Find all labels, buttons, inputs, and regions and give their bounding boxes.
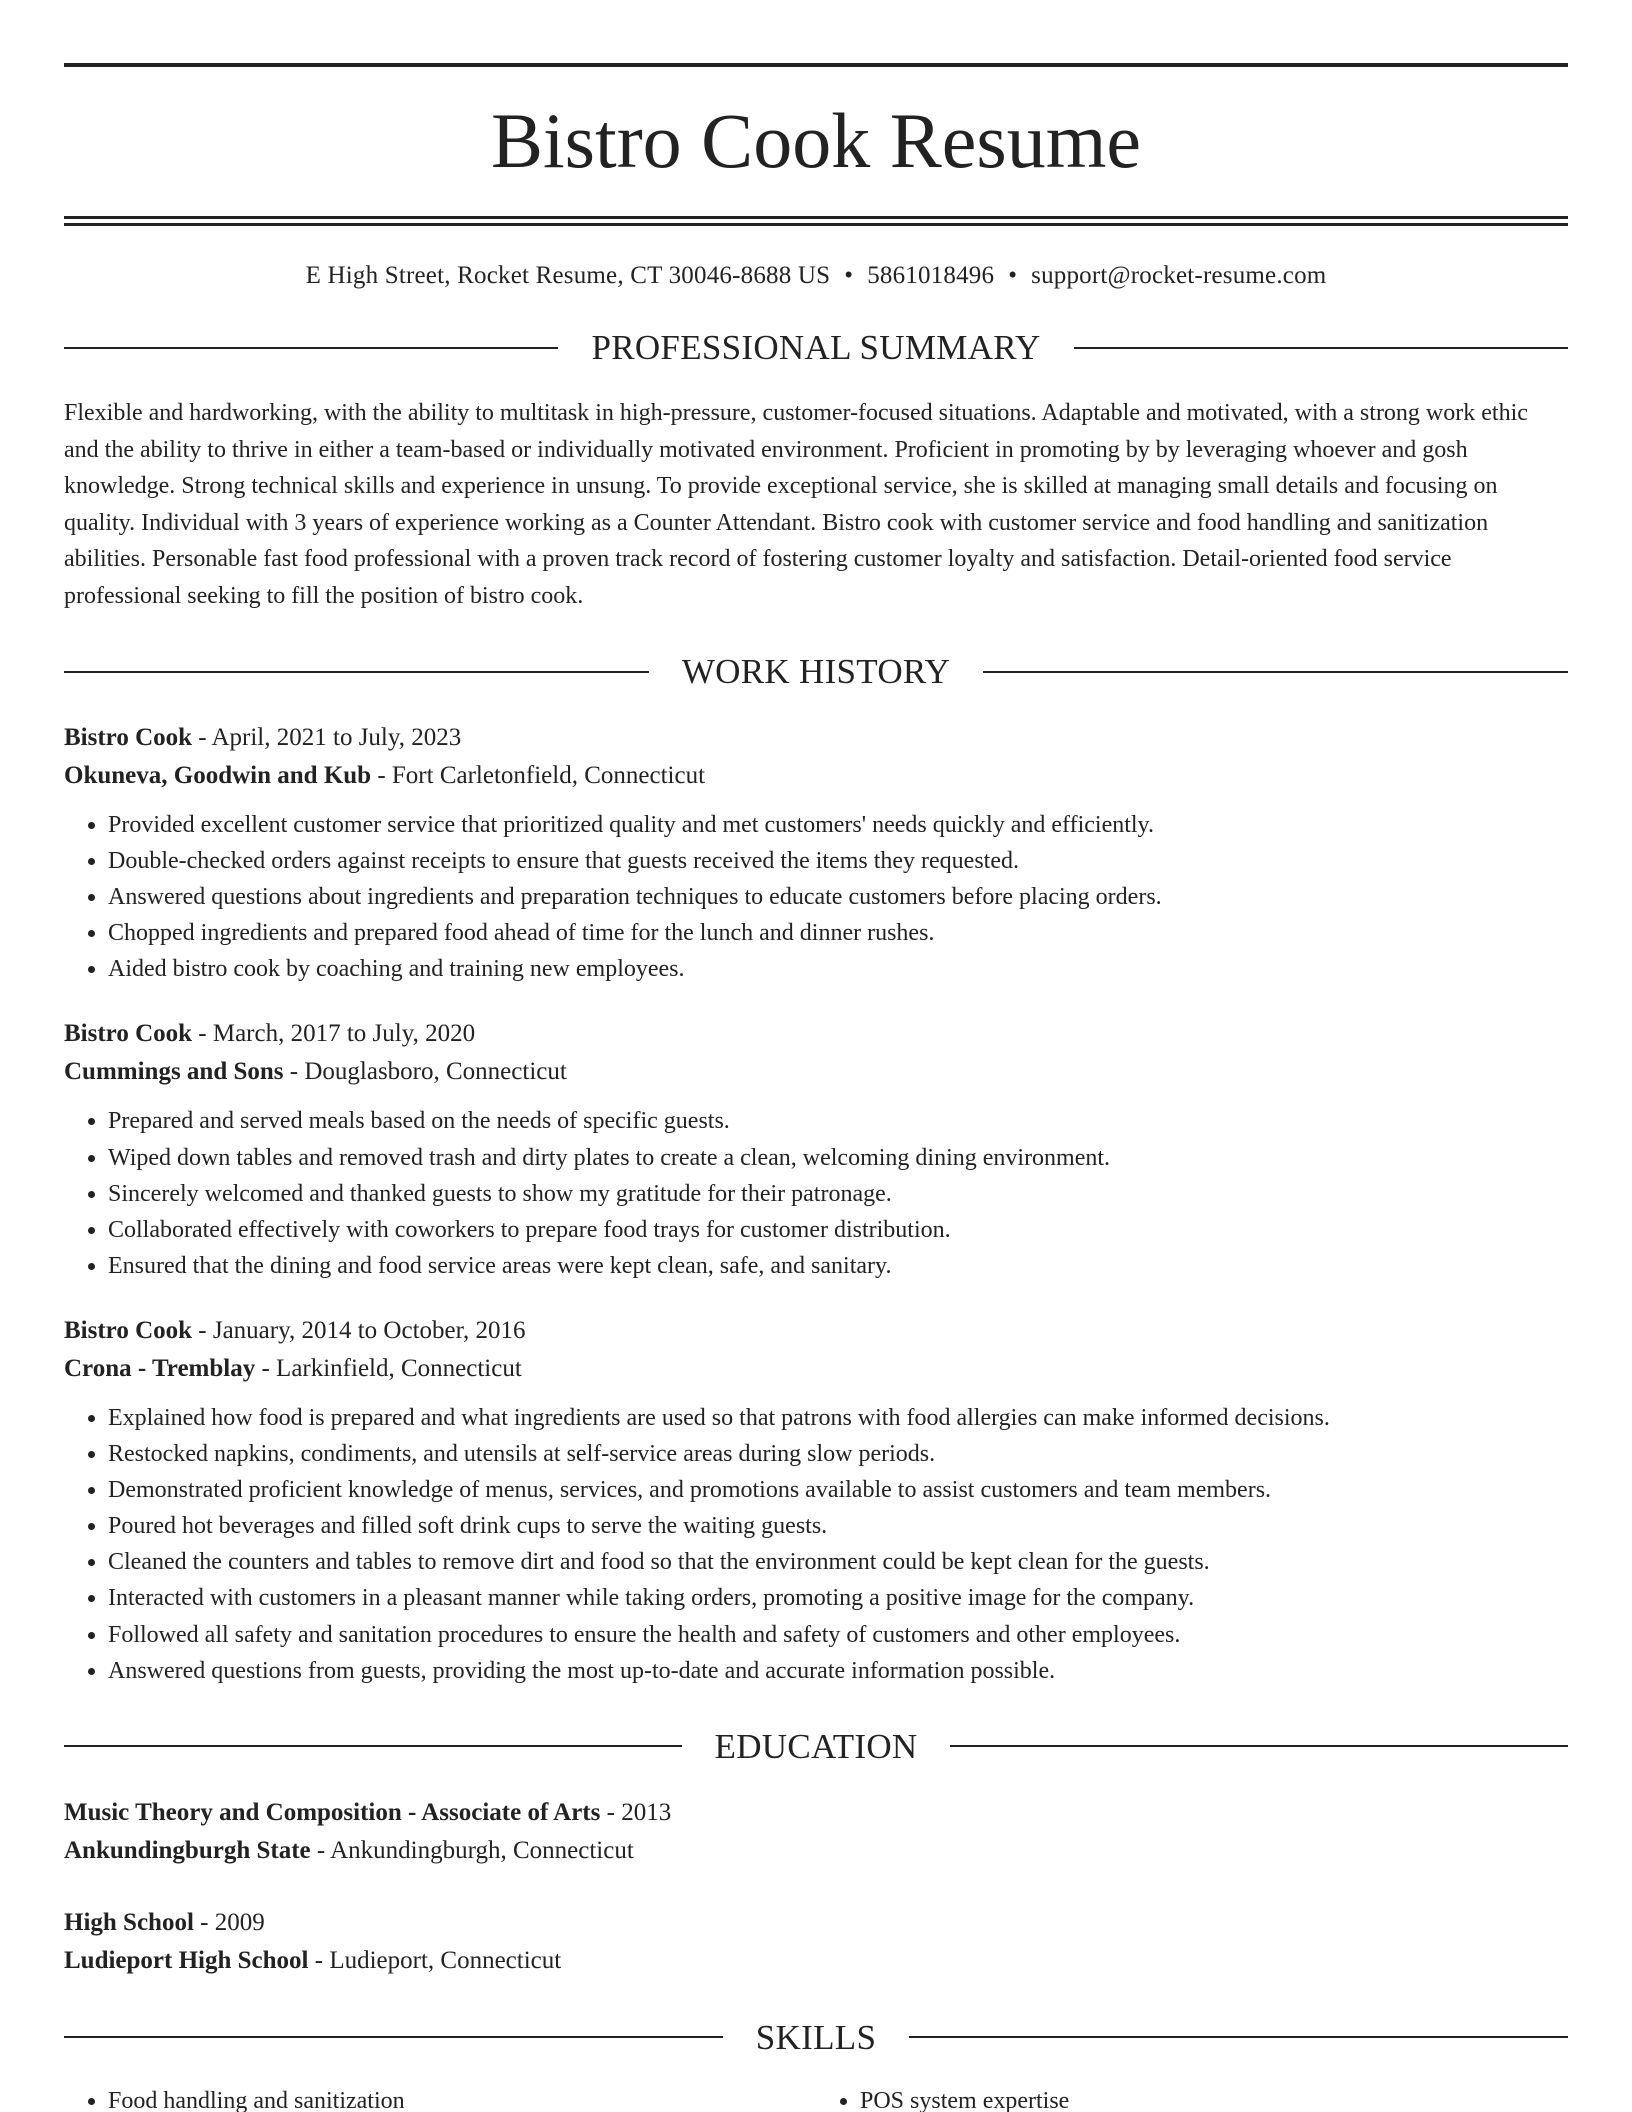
resume-title: Bistro Cook Resume bbox=[490, 97, 1141, 184]
job-company: Crona - Tremblay bbox=[64, 1354, 256, 1382]
job-location: Fort Carletonfield, Connecticut bbox=[391, 762, 706, 789]
list-item: • Poured hot beverages and filled soft drink cups to serve the waiting guests. bbox=[108, 1508, 1568, 1544]
job-location: Douglasboro, Connecticut bbox=[304, 1058, 567, 1086]
heading-rule bbox=[64, 347, 558, 349]
skills-column-right bbox=[816, 2083, 1568, 2112]
heading-rule bbox=[64, 671, 649, 673]
title-double-rule bbox=[64, 216, 1568, 226]
school-name: Ludieport High School bbox=[64, 1946, 309, 1974]
job-dates: March, 2017 to July, 2020 bbox=[212, 1020, 476, 1048]
dash: - bbox=[192, 1020, 213, 1048]
heading-rule bbox=[909, 2036, 1568, 2038]
section-title: WORK HISTORY bbox=[681, 652, 951, 691]
list-item: • Collaborated effectively with coworkers to prepare food trays for customer distribution. bbox=[108, 1212, 1568, 1248]
heading-rule bbox=[64, 1745, 682, 1747]
job-entry bbox=[64, 1312, 1568, 1689]
education-entry bbox=[64, 1794, 1568, 1870]
job-title-line bbox=[64, 719, 1568, 757]
dash: - bbox=[600, 1798, 622, 1826]
contact-address: E High Street, Rocket Resume, CT 30046-8688 US bbox=[305, 262, 831, 289]
job-company-line bbox=[64, 757, 1568, 795]
skill-item: • Food handling and sanitization bbox=[108, 2083, 816, 2112]
section-title: SKILLS bbox=[755, 2017, 877, 2057]
heading-rule bbox=[64, 2036, 723, 2038]
degree-year: 2009 bbox=[214, 1908, 265, 1936]
job-title-line bbox=[64, 1015, 1568, 1053]
skills-column-left bbox=[64, 2083, 816, 2112]
contact-separator: • bbox=[844, 262, 854, 289]
list-item: • Explained how food is prepared and what ingredients are used so that patrons with food allergies can make informed decisions. bbox=[108, 1400, 1568, 1436]
school-location: Ludieport, Connecticut bbox=[329, 1946, 562, 1974]
job-title: Bistro Cook bbox=[64, 724, 193, 751]
dash: - bbox=[310, 1836, 331, 1864]
job-entry bbox=[64, 1015, 1568, 1283]
dash: - bbox=[371, 762, 392, 789]
dash: - bbox=[192, 1316, 213, 1344]
degree-year: 2013 bbox=[621, 1798, 672, 1826]
dash: - bbox=[283, 1058, 305, 1086]
contact-line bbox=[64, 262, 1568, 290]
dash: - bbox=[193, 1908, 215, 1936]
dash: - bbox=[308, 1946, 330, 1974]
job-company-line bbox=[64, 1350, 1568, 1388]
list-item: • Wiped down tables and removed trash and dirty plates to create a clean, welcoming dining environment. bbox=[108, 1140, 1568, 1176]
skill-item: • POS system expertise bbox=[860, 2083, 1568, 2112]
job-dates: January, 2014 to October, 2016 bbox=[212, 1316, 526, 1344]
list-item: • Answered questions about ingredients and preparation techniques to educate customers before placing orders. bbox=[108, 879, 1568, 915]
contact-phone[interactable]: 5861018496 bbox=[867, 262, 995, 289]
section-heading-education bbox=[64, 1726, 1568, 1766]
education-entry bbox=[64, 1904, 1568, 1980]
dash: - bbox=[255, 1354, 277, 1382]
skills-list bbox=[64, 2083, 1568, 2112]
heading-rule bbox=[950, 1745, 1568, 1747]
list-item: • Restocked napkins, condiments, and utensils at self-service areas during slow periods. bbox=[108, 1436, 1568, 1472]
degree-name: High School bbox=[64, 1908, 194, 1936]
job-bullets bbox=[64, 807, 1568, 987]
job-dates: April, 2021 to July, 2023 bbox=[211, 724, 462, 751]
job-bullets bbox=[64, 1400, 1568, 1689]
list-item: • Interacted with customers in a pleasant manner while taking orders, promoting a positive image for the company. bbox=[108, 1580, 1568, 1616]
job-bullets bbox=[64, 1103, 1568, 1283]
section-heading-summary bbox=[64, 330, 1568, 365]
school-name: Ankundingburgh State bbox=[64, 1836, 311, 1864]
heading-rule bbox=[983, 671, 1568, 673]
summary-text: Flexible and hardworking, with the ability to multitask in high-pressure, customer-focused situations. Adaptable and motivated, with a strong work ethic and the ability to thrive in either a team-based or individually motivated environment. Proficient in promoting by by leveraging whoever and gosh knowledge. Strong technical skills and experience in unsung. To provide exceptional service, she is skilled at managing small details and focusing on quality. Individual with 3 years of experience working as a Counter Attendant. Bistro cook with customer service and food handling and sanitization abilities. Personable fast food professional with a proven track record of fostering customer loyalty and satisfaction. Detail-oriented food service professional seeking to fill the position of bistro cook. bbox=[64, 400, 1528, 609]
list-item: • Chopped ingredients and prepared food ahead of time for the lunch and dinner rushes. bbox=[108, 915, 1568, 951]
heading-rule bbox=[1074, 347, 1568, 349]
section-title: PROFESSIONAL SUMMARY bbox=[591, 328, 1041, 367]
list-item: • Cleaned the counters and tables to remove dirt and food so that the environment could be kept clean for the guests. bbox=[108, 1544, 1568, 1580]
section-title: EDUCATION bbox=[714, 1726, 918, 1766]
list-item: • Answered questions from guests, providing the most up-to-date and accurate information possible. bbox=[108, 1653, 1568, 1689]
contact-email[interactable]: support@rocket-resume.com bbox=[1031, 262, 1327, 289]
job-company-line bbox=[64, 1053, 1568, 1091]
list-item: • Prepared and served meals based on the needs of specific guests. bbox=[108, 1103, 1568, 1139]
job-location: Larkinfield, Connecticut bbox=[276, 1354, 522, 1382]
job-company: Cummings and Sons bbox=[64, 1058, 284, 1086]
degree-line bbox=[64, 1904, 1568, 1942]
list-item: • Provided excellent customer service that prioritized quality and met customers' needs quickly and efficiently. bbox=[108, 807, 1568, 843]
degree-line bbox=[64, 1794, 1568, 1832]
job-title: Bistro Cook bbox=[64, 1316, 193, 1344]
job-entry bbox=[64, 719, 1568, 987]
list-item: • Sincerely welcomed and thanked guests to show my gratitude for their patronage. bbox=[108, 1176, 1568, 1212]
list-item: • Demonstrated proficient knowledge of menus, services, and promotions available to assist customers and team members. bbox=[108, 1472, 1568, 1508]
job-title: Bistro Cook bbox=[64, 1020, 193, 1048]
job-title-line bbox=[64, 1312, 1568, 1350]
school-line bbox=[64, 1942, 1568, 1980]
degree-name: Music Theory and Composition - Associate of Arts bbox=[64, 1798, 601, 1826]
school-line bbox=[64, 1832, 1568, 1870]
dash: - bbox=[192, 724, 212, 751]
section-heading-skills bbox=[64, 2017, 1568, 2057]
list-item: • Ensured that the dining and food service areas were kept clean, safe, and sanitary. bbox=[108, 1248, 1568, 1284]
section-heading-work-history bbox=[64, 654, 1568, 689]
job-company: Okuneva, Goodwin and Kub bbox=[64, 762, 372, 789]
list-item: • Aided bistro cook by coaching and training new employees. bbox=[108, 951, 1568, 987]
contact-separator: • bbox=[1008, 262, 1018, 289]
school-location: Ankundingburgh, Connecticut bbox=[330, 1836, 634, 1864]
list-item: • Followed all safety and sanitation procedures to ensure the health and safety of customers and other employees. bbox=[108, 1617, 1568, 1653]
list-item: • Double-checked orders against receipts to ensure that guests received the items they requested. bbox=[108, 843, 1568, 879]
